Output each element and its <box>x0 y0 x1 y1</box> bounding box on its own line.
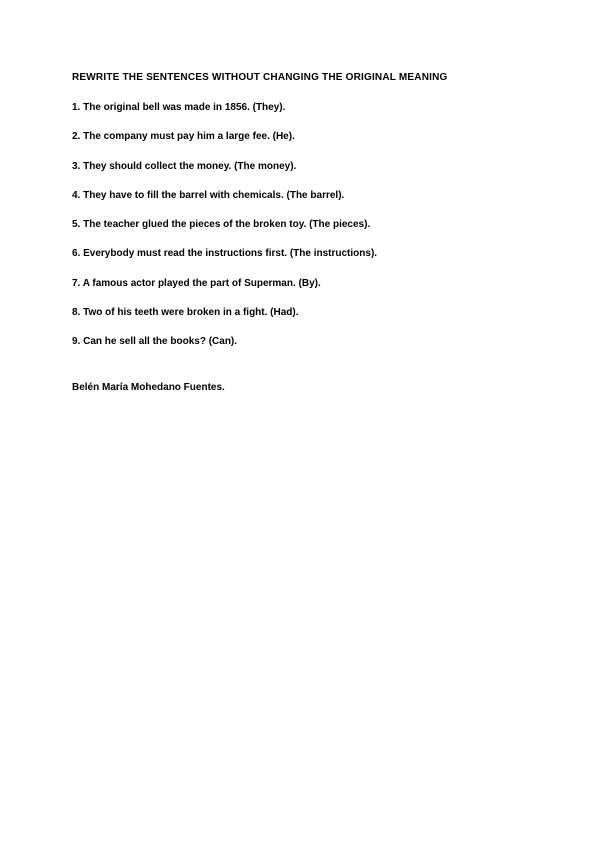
sentence-item: 8. Two of his teeth were broken in a fight. (Had). <box>72 307 299 319</box>
sentence-item: 7. A famous actor played the part of Superman. (By). <box>72 277 321 289</box>
sentence-item: 4. They have to fill the barrel with chemicals. (The barrel). <box>72 189 345 201</box>
sentence-list <box>72 102 377 366</box>
sentence-item: 1. The original bell was made in 1856. (They). <box>72 102 286 113</box>
sentence-item: 2. The company must pay him a large fee. (He). <box>72 131 295 143</box>
document-title: REWRITE THE SENTENCES WITHOUT CHANGING THE ORIGINAL MEANING <box>72 72 448 83</box>
author-name: Belén María Mohedano Fuentes. <box>72 382 225 393</box>
sentence-item: 9. Can he sell all the books? (Can). <box>72 336 238 348</box>
sentence-item: 5. The teacher glued the pieces of the broken toy. (The pieces). <box>72 219 371 231</box>
sentence-item: 3. They should collect the money. (The money). <box>72 160 297 172</box>
sentence-item: 6. Everybody must read the instructions first. (The instructions). <box>72 248 378 260</box>
